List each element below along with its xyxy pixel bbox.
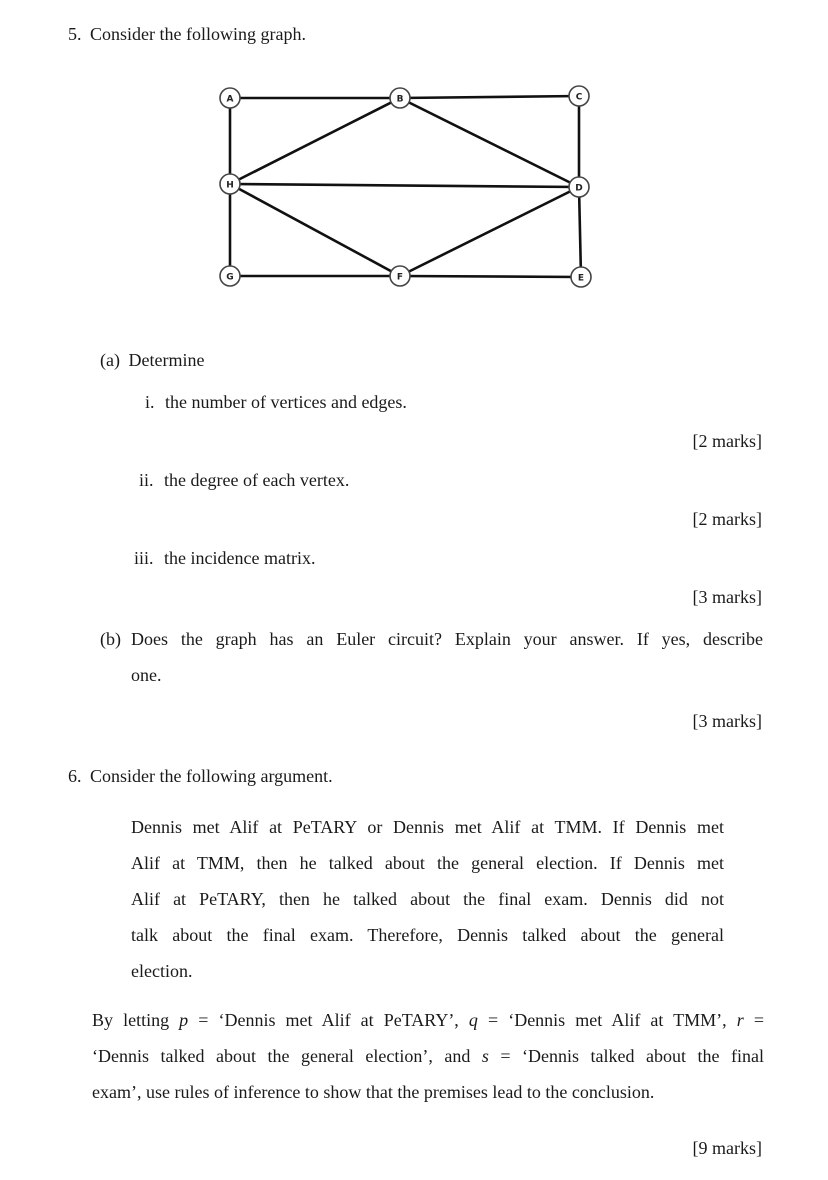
var-p: p	[179, 1010, 189, 1030]
var-s: s	[481, 1046, 489, 1066]
graph-edge-b-c	[400, 96, 579, 98]
graph-figure	[0, 0, 828, 320]
var-r: r	[736, 1010, 744, 1030]
vertex-label: D	[575, 183, 583, 194]
vertex-label: G	[226, 272, 234, 283]
list-item	[134, 548, 315, 569]
question-prompt: Consider the following argument.	[90, 766, 333, 786]
vertex-label: A	[226, 94, 234, 105]
p-definition: ‘Dennis met Alif at PeTARY’,	[218, 1010, 469, 1030]
part-a-header	[100, 350, 204, 371]
letting-paragraph	[92, 1002, 764, 1110]
part-b-line-1: Does the graph has an Euler circuit? Explain your answer. If yes, describe	[131, 629, 763, 649]
vertex-label: F	[396, 272, 404, 283]
vertex-label: C	[575, 92, 583, 103]
text: By letting	[92, 1010, 180, 1030]
argument-line: talk about the final exam. Therefore, Dennis talked about the general	[131, 925, 724, 945]
item-text: the degree of each vertex.	[164, 470, 350, 490]
graph-vertex-a	[220, 88, 240, 108]
part-label: (a)	[100, 350, 120, 370]
argument-line: Alif at PeTARY, then he talked about the final exam. Dennis did not	[131, 889, 724, 909]
vertex-label: E	[577, 273, 585, 284]
item-text: the number of vertices and edges.	[165, 392, 407, 412]
var-q: q	[468, 1010, 478, 1030]
equals: =	[743, 1010, 764, 1030]
list-item	[145, 392, 407, 413]
graph-edge-h-d	[230, 184, 579, 187]
letting-line-1	[92, 1002, 764, 1038]
argument-block	[131, 809, 724, 989]
graph-vertex-f	[390, 266, 410, 286]
graph-edge-f-d	[400, 187, 579, 276]
graph-vertex-d	[569, 177, 589, 197]
list-item	[139, 470, 349, 491]
item-number: i.	[145, 392, 155, 412]
marks-label: [3 marks]	[692, 587, 762, 607]
part-b-line-2: one.	[131, 665, 162, 685]
argument-line: Dennis met Alif at PeTARY or Dennis met Alif at TMM. If Dennis met	[131, 817, 724, 837]
letting-line-3: exam’, use rules of inference to show that the premises lead to the conclusion.	[92, 1082, 655, 1102]
part-b-label: (b)	[100, 629, 121, 649]
equals: =	[188, 1010, 219, 1030]
letting-line-2	[92, 1038, 764, 1074]
item-text: the incidence matrix.	[164, 548, 316, 568]
graph-vertex-c	[569, 86, 589, 106]
graph-vertex-e	[571, 267, 591, 287]
graph-vertex-h	[220, 174, 240, 194]
graph-edge-h-b	[230, 98, 400, 184]
marks-label: [9 marks]	[692, 1138, 762, 1158]
argument-line: Alif at TMM, then he talked about the general election. If Dennis met	[131, 853, 724, 873]
graph-edge-b-d	[400, 98, 579, 187]
graph-vertex-g	[220, 266, 240, 286]
vertex-label: H	[226, 180, 234, 191]
part-text: Determine	[128, 350, 205, 370]
graph-edge-h-f	[230, 184, 400, 276]
marks-label: [2 marks]	[692, 431, 762, 451]
question-6-header	[68, 766, 333, 787]
marks-label: [3 marks]	[692, 711, 762, 731]
item-number: iii.	[134, 548, 154, 568]
vertex-label: B	[396, 94, 404, 105]
equals: =	[477, 1010, 509, 1030]
graph-edge-d-e	[579, 187, 581, 277]
question-number: 6.	[68, 766, 82, 786]
r-definition: ‘Dennis talked about the general election’, and	[92, 1046, 482, 1066]
question-number: 5.	[68, 24, 82, 44]
graph-edge-f-e	[400, 276, 581, 277]
marks-label: [2 marks]	[692, 509, 762, 529]
equals: =	[488, 1046, 523, 1066]
argument-line: election.	[131, 961, 193, 981]
q-definition: ‘Dennis met Alif at TMM’,	[508, 1010, 737, 1030]
item-number: ii.	[139, 470, 154, 490]
s-definition: ‘Dennis talked about the final	[522, 1046, 764, 1066]
question-prompt: Consider the following graph.	[90, 24, 306, 44]
graph-vertex-b	[390, 88, 410, 108]
